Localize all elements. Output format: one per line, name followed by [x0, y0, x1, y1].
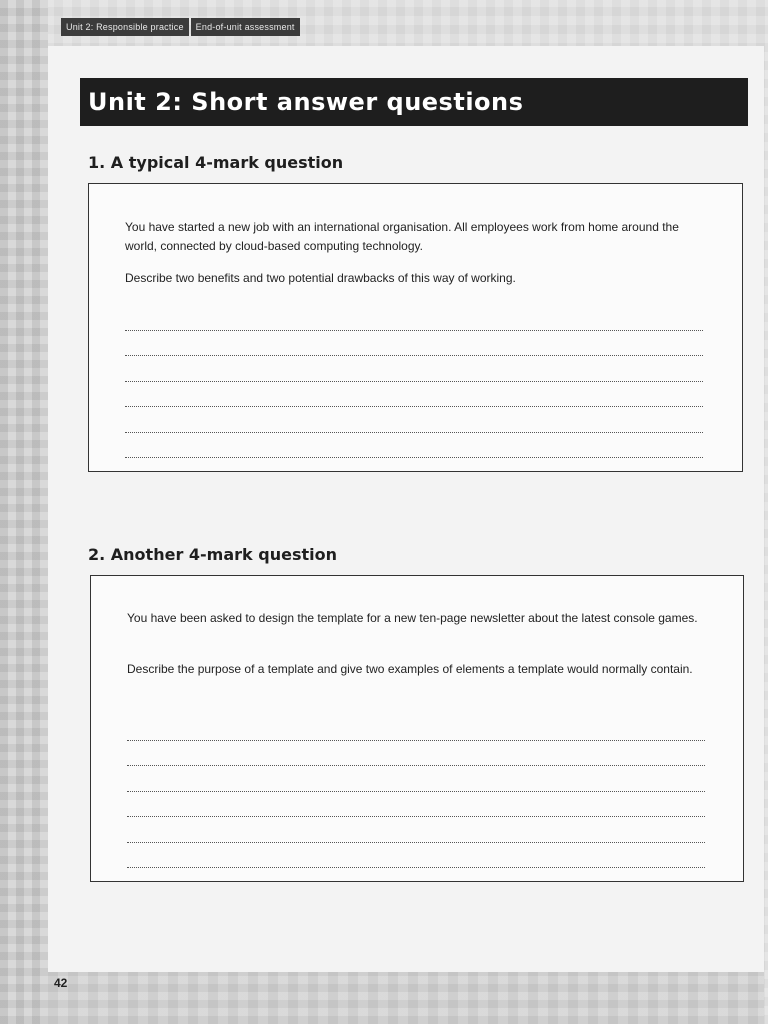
- answer-line[interactable]: [127, 766, 705, 792]
- answer-line[interactable]: [127, 817, 705, 843]
- question-2-box: [90, 575, 744, 882]
- question-1-heading: 1. A typical 4-mark question: [88, 153, 344, 172]
- breadcrumb-unit: Unit 2: Responsible practice: [61, 18, 189, 36]
- bottom-decorative-strip: [48, 972, 764, 1024]
- answer-line[interactable]: [125, 305, 703, 331]
- answer-line[interactable]: [125, 356, 703, 382]
- breadcrumb-section: End-of-unit assessment: [191, 18, 300, 36]
- question-2-heading: 2. Another 4-mark question: [88, 545, 337, 564]
- answer-line[interactable]: [125, 331, 703, 357]
- answer-line[interactable]: [125, 407, 703, 433]
- breadcrumb: [61, 18, 300, 36]
- question-1-task: Describe two benefits and two potential drawbacks of this way of working.: [125, 271, 516, 285]
- answer-line[interactable]: [127, 715, 705, 741]
- question-1-stem: You have started a new job with an international organisation. All employees work from home around the world, connected by cloud-based computing technology.: [125, 220, 679, 253]
- question-1-box: [88, 183, 743, 472]
- left-decorative-strip: [0, 0, 48, 1024]
- question-2-answer-area[interactable]: [127, 715, 705, 868]
- answer-line[interactable]: [127, 792, 705, 818]
- page-title: Unit 2: Short answer questions: [80, 78, 748, 126]
- page-number: 42: [54, 976, 68, 990]
- question-1-answer-area[interactable]: [125, 305, 703, 458]
- answer-line[interactable]: [127, 843, 705, 869]
- answer-line[interactable]: [125, 382, 703, 408]
- answer-line[interactable]: [127, 741, 705, 767]
- question-2-task: Describe the purpose of a template and give two examples of elements a template would normally contain.: [127, 662, 693, 676]
- answer-line[interactable]: [125, 433, 703, 459]
- question-2-stem: You have been asked to design the template for a new ten-page newsletter about the latest console games.: [127, 611, 698, 625]
